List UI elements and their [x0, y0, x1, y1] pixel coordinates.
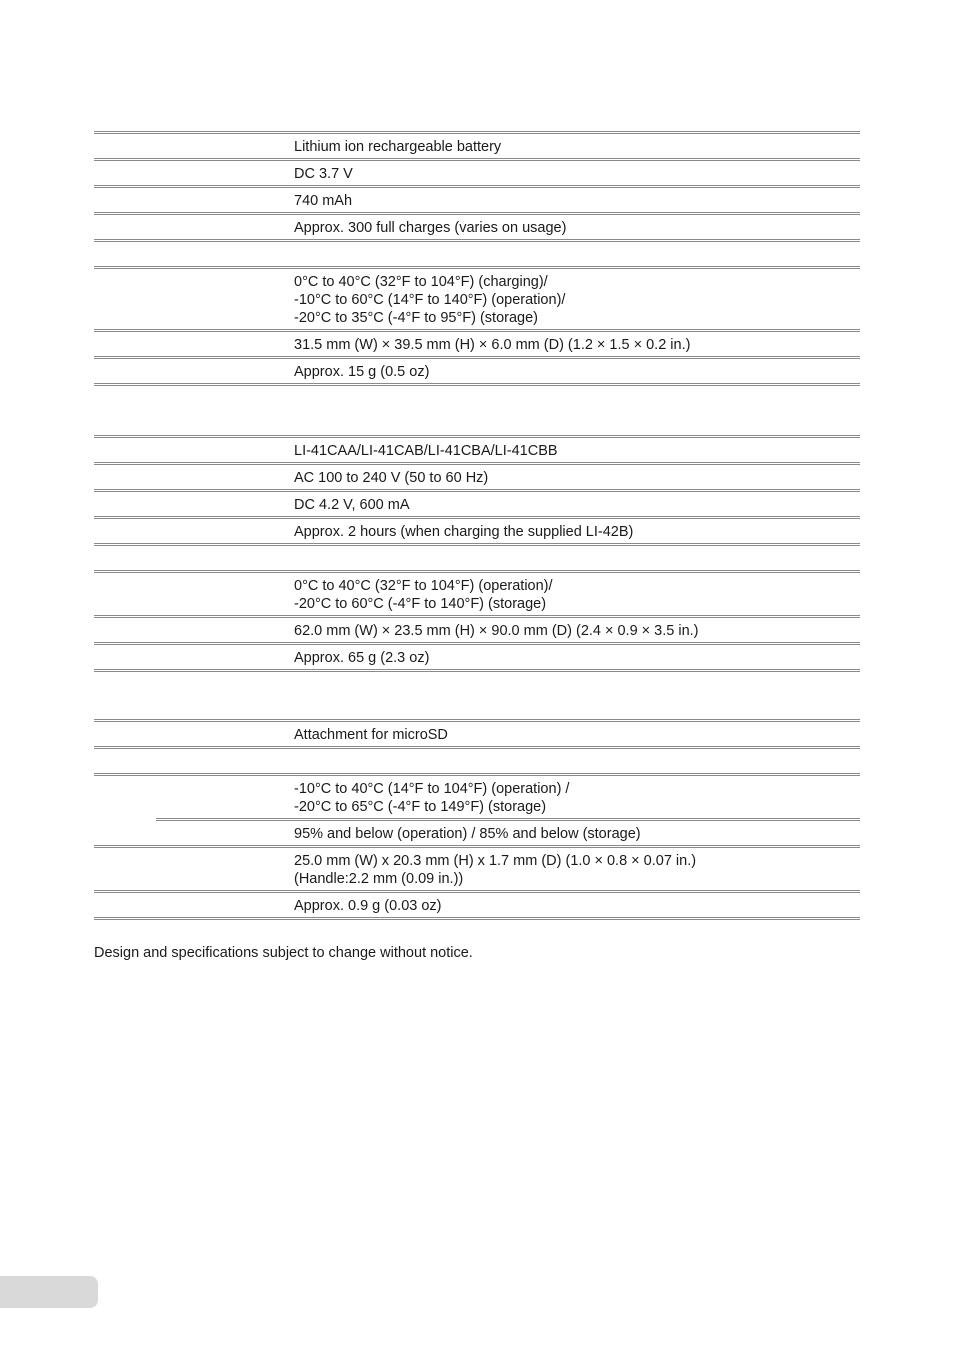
spec-row-battery-empty — [94, 242, 860, 269]
spec-row-microsd-humidity — [94, 821, 860, 848]
spec-row-battery-weight — [94, 359, 860, 383]
spec-value: 0°C to 40°C (32°F to 104°F) (charging)/ -10°C to 60°C (14°F to 140°F) (operation)/ -20°C to 35°C (-4°F to 95°F) (storage) — [294, 274, 566, 326]
spec-row-microsd-dimensions — [94, 848, 860, 893]
spec-value: 31.5 mm (W) × 39.5 mm (H) × 6.0 mm (D) (1.2 × 1.5 × 0.2 in.) — [294, 337, 691, 353]
spec-value: AC 100 to 240 V (50 to 60 Hz) — [294, 470, 489, 486]
spec-row-microsd-weight — [94, 893, 860, 917]
spec-row-charger-time — [94, 519, 860, 546]
charger-spec-table — [94, 435, 860, 672]
spec-row-charger-weight — [94, 645, 860, 669]
spec-row-charger-output — [94, 492, 860, 519]
spec-row-battery-voltage — [94, 161, 860, 188]
spec-value — [294, 749, 860, 773]
spec-row-microsd-temperature — [94, 776, 860, 818]
microsd-spec-table — [94, 719, 860, 920]
spec-value: 0°C to 40°C (32°F to 104°F) (operation)/ -20°C to 60°C (-4°F to 140°F) (storage) — [294, 578, 553, 612]
spec-value: DC 4.2 V, 600 mA — [294, 497, 410, 513]
spec-value: 740 mAh — [294, 193, 353, 209]
spec-value: DC 3.7 V — [294, 166, 353, 182]
spec-row-charger-model — [94, 438, 860, 465]
spec-value — [294, 546, 860, 570]
spec-value: Approx. 2 hours (when charging the supplied LI-42B) — [294, 524, 634, 540]
spec-value: Approx. 15 g (0.5 oz) — [294, 364, 430, 380]
battery-spec-table — [94, 131, 860, 386]
spec-row-battery-temperature — [94, 269, 860, 332]
specifications-notice: Design and specifications subject to change without notice. — [94, 945, 473, 961]
spec-row-charger-empty — [94, 546, 860, 573]
spec-value: 95% and below (operation) / 85% and below (storage) — [294, 826, 641, 842]
spec-value: Approx. 0.9 g (0.03 oz) — [294, 898, 442, 914]
spec-value — [294, 242, 860, 266]
page-number-tab — [0, 1276, 98, 1308]
spec-row-microsd-type — [94, 722, 860, 749]
spec-row-battery-type — [94, 134, 860, 161]
spec-row-battery-capacity — [94, 188, 860, 215]
spec-row-battery-life — [94, 215, 860, 242]
spec-value: -10°C to 40°C (14°F to 104°F) (operation) / -20°C to 65°C (-4°F to 149°F) (storage) — [294, 781, 570, 815]
spec-row-charger-dimensions — [94, 618, 860, 645]
spec-row-charger-temperature — [94, 573, 860, 618]
spec-value: Attachment for microSD — [294, 727, 448, 743]
spec-value: Approx. 65 g (2.3 oz) — [294, 650, 430, 666]
spec-row-charger-input — [94, 465, 860, 492]
spec-row-microsd-empty — [94, 749, 860, 776]
spec-value: 62.0 mm (W) × 23.5 mm (H) × 90.0 mm (D) (2.4 × 0.9 × 3.5 in.) — [294, 623, 699, 639]
spec-value: Lithium ion rechargeable battery — [294, 139, 502, 155]
spec-row-battery-dimensions — [94, 332, 860, 359]
spec-value: LI-41CAA/LI-41CAB/LI-41CBA/LI-41CBB — [294, 443, 558, 459]
spec-value: Approx. 300 full charges (varies on usage) — [294, 220, 567, 236]
spec-value: 25.0 mm (W) x 20.3 mm (H) x 1.7 mm (D) (1.0 × 0.8 × 0.07 in.) (Handle:2.2 mm (0.09 in.)) — [294, 853, 697, 887]
